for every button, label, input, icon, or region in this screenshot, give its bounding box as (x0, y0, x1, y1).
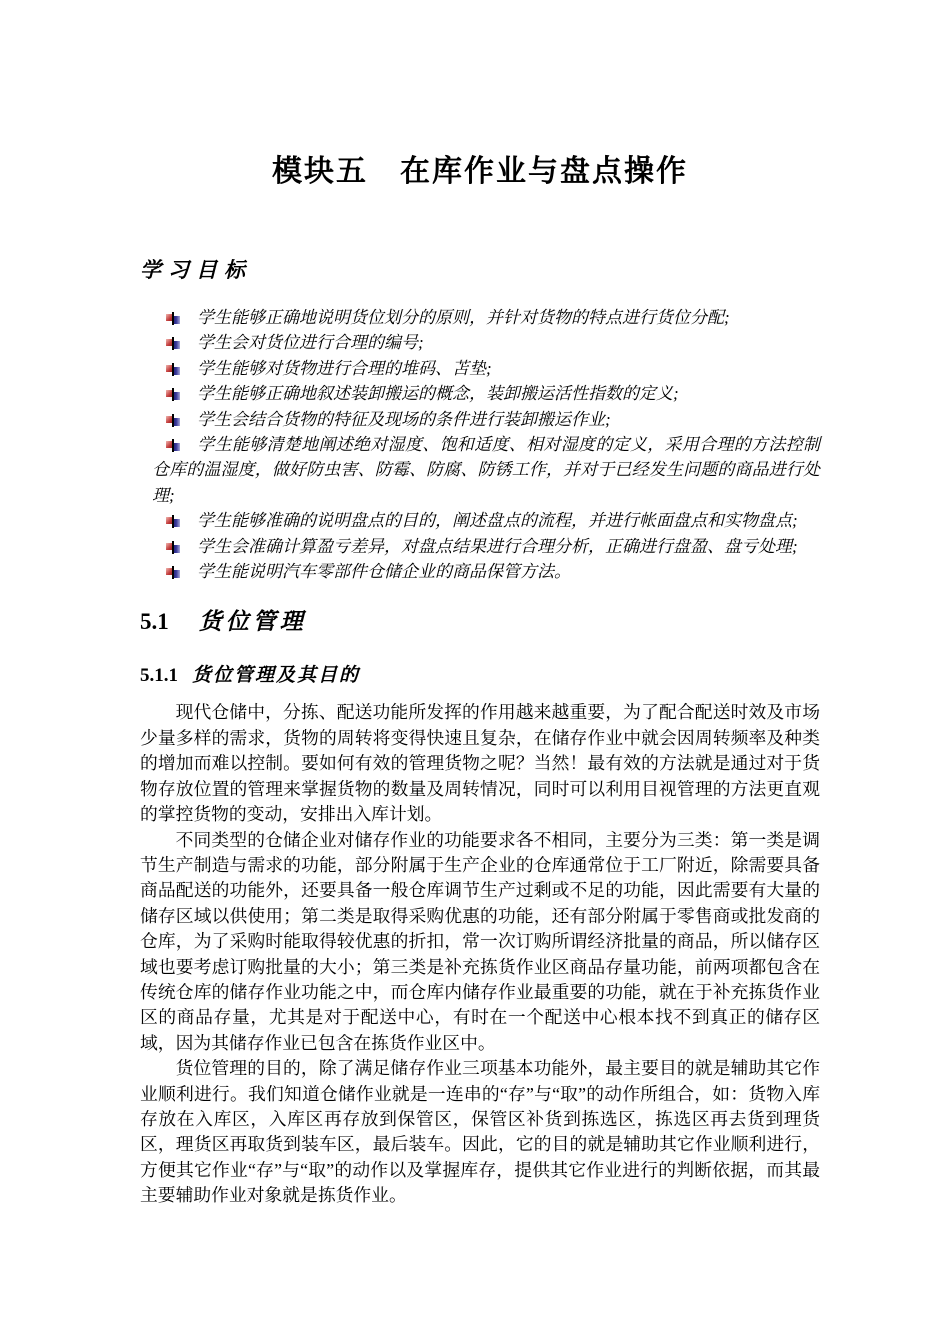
body-paragraph: 货位管理的目的，除了满足储存作业三项基本功能外，最主要目的就是辅助其它作业顺利进行。我们知道仓储作业就是一连串的“存”与“取”的动作所组合，如：货物入库存放在入库区，入库区再存放到保管区，保管区补货到拣选区，拣选区再去货到理货区，理货区再取货到装车区，最后装车。因此，它的目的就是辅助其它作业顺利进行，方便其它作业“存”与“取”的动作以及掌握库存，提供其它作业进行的判断依据，而其最主要辅助作业对象就是拣货作业。 (140, 1058, 820, 1206)
objective-text: 学生能够对货物进行合理的堆码、苫垫; (197, 358, 492, 378)
objective-item (152, 407, 820, 432)
objective-item (152, 356, 820, 381)
page-title: 模块五 在库作业与盘点操作 (272, 155, 688, 188)
body-paragraph: 现代仓储中，分拣、配送功能所发挥的作用越来越重要，为了配合配送时效及市场少量多样的需求，货物的周转将变得快速且复杂，在储存作业中就会因周转频率及种类的增加而难以控制。要如何有效的管理货物之呢？当然！最有效的方法就是通过对于货物存放位置的管理来掌握货物的数量及周转情况，同时可以利用目视管理的方法更直观的掌控货物的变动，安排出入库计划。 (140, 702, 820, 825)
pushpin-bullet-icon (166, 414, 180, 427)
objective-text: 学生能够准确的说明盘点的目的，阐述盘点的流程，并进行帐面盘点和实物盘点; (197, 511, 798, 531)
subsection-heading-5-1-1 (140, 663, 820, 689)
objective-item (152, 508, 820, 533)
objective-item (152, 534, 820, 559)
pushpin-bullet-icon (166, 312, 180, 325)
body-text (140, 700, 820, 1208)
subsection-number: 5.1.1 (140, 665, 178, 687)
objective-text: 学生会对货位进行合理的编号; (197, 333, 424, 353)
section-heading-5-1 (140, 606, 820, 637)
objective-item (152, 305, 820, 330)
pushpin-bullet-icon (166, 439, 180, 452)
objective-item (152, 432, 820, 508)
objective-text: 学生会结合货物的特征及现场的条件进行装卸搬运作业; (197, 409, 611, 429)
objective-text: 学生会准确计算盈亏差异，对盘点结果进行合理分析，正确进行盘盈、盘亏处理; (197, 536, 798, 556)
objectives-list (140, 305, 820, 584)
body-paragraph: 不同类型的仓储企业对储存作业的功能要求各不相同，主要分为三类：第一类是调节生产制造与需求的功能，部分附属于生产企业的仓库通常位于工厂附近，除需要具备商品配送的功能外，还要具备一般仓库调节生产过剩或不足的功能，因此需要有大量的储存区域以供使用；第二类是取得采购优惠的功能，还有部分附属于零售商或批发商的仓库，为了采购时能取得较优惠的折扣，常一次订购所谓经济批量的商品，所以储存区域也要考虑订购批量的大小；第三类是补充拣货作业区商品存量功能，前两项都包含在传统仓库的储存作业功能之中，而仓库内储存作业最重要的功能，就在于补充拣货作业区的商品存量，尤其是对于配送中心，有时在一个配送中心根本找不到真正的储存区域，因为其储存作业已包含在拣货作业区中。 (140, 829, 820, 1053)
section-number: 5.1 (140, 609, 169, 635)
pushpin-bullet-icon (166, 541, 180, 554)
pushpin-bullet-icon (166, 363, 180, 376)
objective-text: 学生能够正确地说明货位划分的原则，并针对货物的特点进行货位分配; (197, 308, 730, 327)
objective-text: 学生能说明汽车零部件仓储企业的商品保管方法。 (197, 562, 571, 582)
pushpin-bullet-icon (166, 337, 180, 350)
objectives-heading: 学习目标 (140, 258, 252, 282)
pushpin-bullet-icon (166, 388, 180, 401)
subsection-title: 货位管理及其目的 (192, 665, 361, 687)
objective-item (152, 330, 820, 355)
objective-text: 学生能够正确地叙述装卸搬运的概念，装卸搬运活性指数的定义; (197, 384, 679, 404)
objective-item (152, 381, 820, 406)
pushpin-bullet-icon (166, 566, 180, 579)
objective-item (152, 559, 820, 584)
objective-text: 学生能够清楚地阐述绝对湿度、饱和适度、相对湿度的定义，采用合理的方法控制仓库的温湿度，做好防虫害、防霉、防腐、防锈工作，并对于已经发生问题的商品进行处理; (152, 435, 820, 505)
pushpin-bullet-icon (166, 515, 180, 528)
section-title: 货位管理 (198, 609, 307, 635)
